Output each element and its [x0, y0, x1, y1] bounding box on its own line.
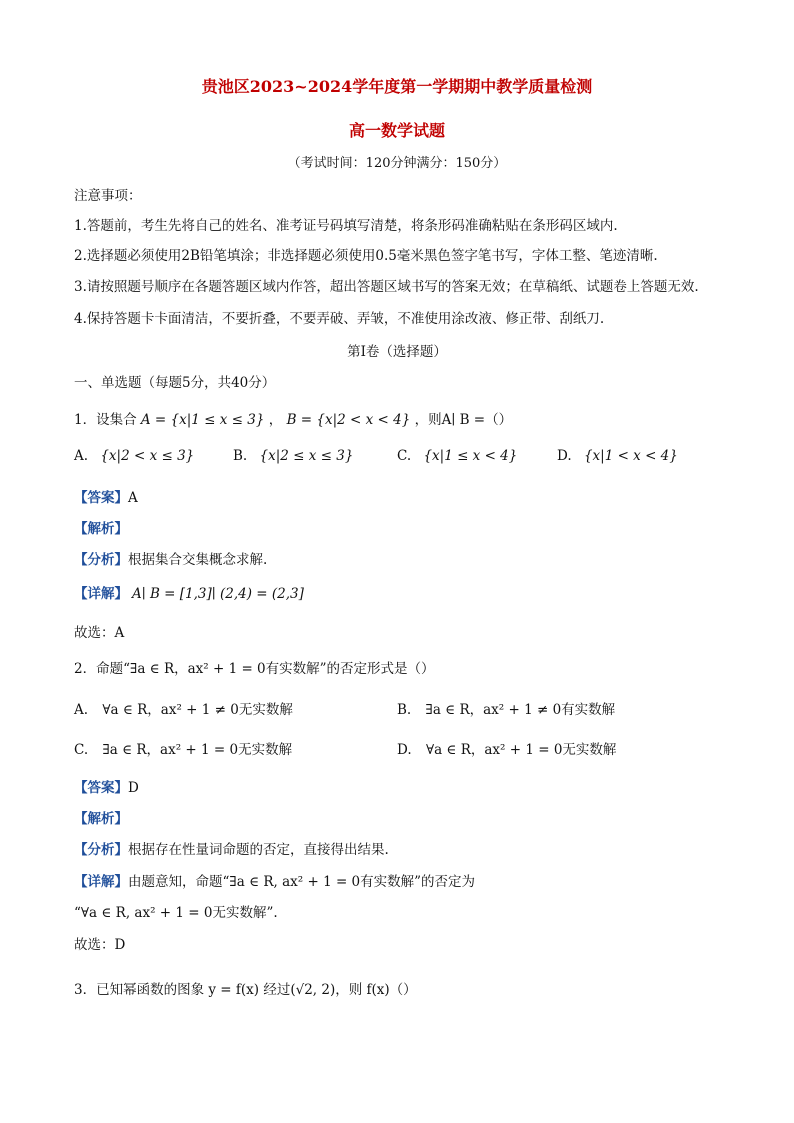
q2-option-a: A. ∀a ∈ R，ax² + 1 ≠ 0无实数解	[74, 702, 293, 718]
q1-option-d: D. {x|1 < x < 4}	[557, 448, 678, 464]
q2-detail-2: “∀a ∈ R, ax² + 1 = 0无实数解”.	[74, 905, 278, 921]
q1-fenxi: 【分析】根据集合交集概念求解.	[74, 552, 268, 568]
note-item-4: 4.保持答题卡卡面清洁，不要折叠，不要弄破、弄皱，不准使用涂改液、修正带、刮纸刀.	[74, 311, 605, 327]
exam-info: （考试时间：120分钟满分：150分）	[287, 156, 507, 171]
q2-analysis-heading: 【解析】	[74, 811, 128, 827]
note-item-2: 2.选择题必须使用2B铅笔填涂；非选择题必须使用0.5毫米黑色签字笔书写，字体工整、笔迹清晰.	[74, 248, 658, 264]
q1-prefix: 1．设集合	[74, 412, 137, 428]
q1-set-b: B = {x|2 < x < 4}	[286, 412, 411, 428]
q2-option-b: B. ∃a ∈ R，ax² + 1 ≠ 0有实数解	[397, 702, 616, 718]
q2-answer: 【答案】D	[74, 780, 139, 796]
q1-answer: 【答案】A	[74, 490, 138, 506]
section-title: 一、单选题（每题5分，共40分）	[74, 375, 276, 391]
notes-heading: 注意事项：	[74, 188, 142, 204]
exam-subtitle: 高一数学试题	[348, 121, 445, 140]
note-item-3: 3.请按照题号顺序在各题答题区域内作答，超出答题区域书写的答案无效；在草稿纸、试题卷上答题无效.	[74, 279, 699, 295]
question-2-stem: 2．命题“∃a ∈ R，ax² + 1 = 0有实数解”的否定形式是（）	[74, 661, 435, 677]
q2-option-c: C. ∃a ∈ R，ax² + 1 = 0无实数解	[74, 742, 293, 758]
q2-option-d: D. ∀a ∈ R，ax² + 1 = 0无实数解	[397, 742, 617, 758]
q2-detail-1: 【详解】由题意知，命题“∃a ∈ R, ax² + 1 = 0有实数解”的否定为	[74, 874, 476, 890]
volume-title: 第Ⅰ卷（选择题）	[347, 344, 447, 360]
q1-set-a: A = {x|1 ≤ x ≤ 3}	[140, 412, 265, 428]
question-1-stem: 1．设集合 A = {x|1 ≤ x ≤ 3} ， B = {x|2 < x < 4} ，则A∣ B =（）	[74, 412, 513, 428]
q1-detail: 【详解】 A∣ B = [1,3]∣ (2,4) = (2,3]	[74, 586, 304, 602]
q2-fenxi: 【分析】根据存在性量词命题的否定，直接得出结果.	[74, 842, 389, 858]
q2-choose: 故选：D	[74, 937, 126, 953]
q1-option-a: A. {x|2 < x ≤ 3}	[74, 448, 195, 464]
question-3-stem: 3．已知幂函数的图象 y = f(x) 经过(√2, 2)，则 f(x)（）	[74, 982, 417, 998]
answer-tag: 【答案】	[74, 490, 128, 506]
exam-title: 贵池区2023~2024学年度第一学期期中教学质量检测	[201, 77, 593, 96]
q1-analysis-heading: 【解析】	[74, 521, 128, 537]
q1-option-c: C. {x|1 ≤ x < 4}	[397, 448, 518, 464]
note-item-1: 1.答题前，考生先将自己的姓名、准考证号码填写清楚，将条形码准确粘贴在条形码区域内.	[74, 218, 618, 234]
q1-choose: 故选：A	[74, 625, 125, 641]
q1-option-b: B. {x|2 ≤ x ≤ 3}	[233, 448, 354, 464]
q1-suffix: ，则A∣ B =（）	[414, 412, 513, 428]
